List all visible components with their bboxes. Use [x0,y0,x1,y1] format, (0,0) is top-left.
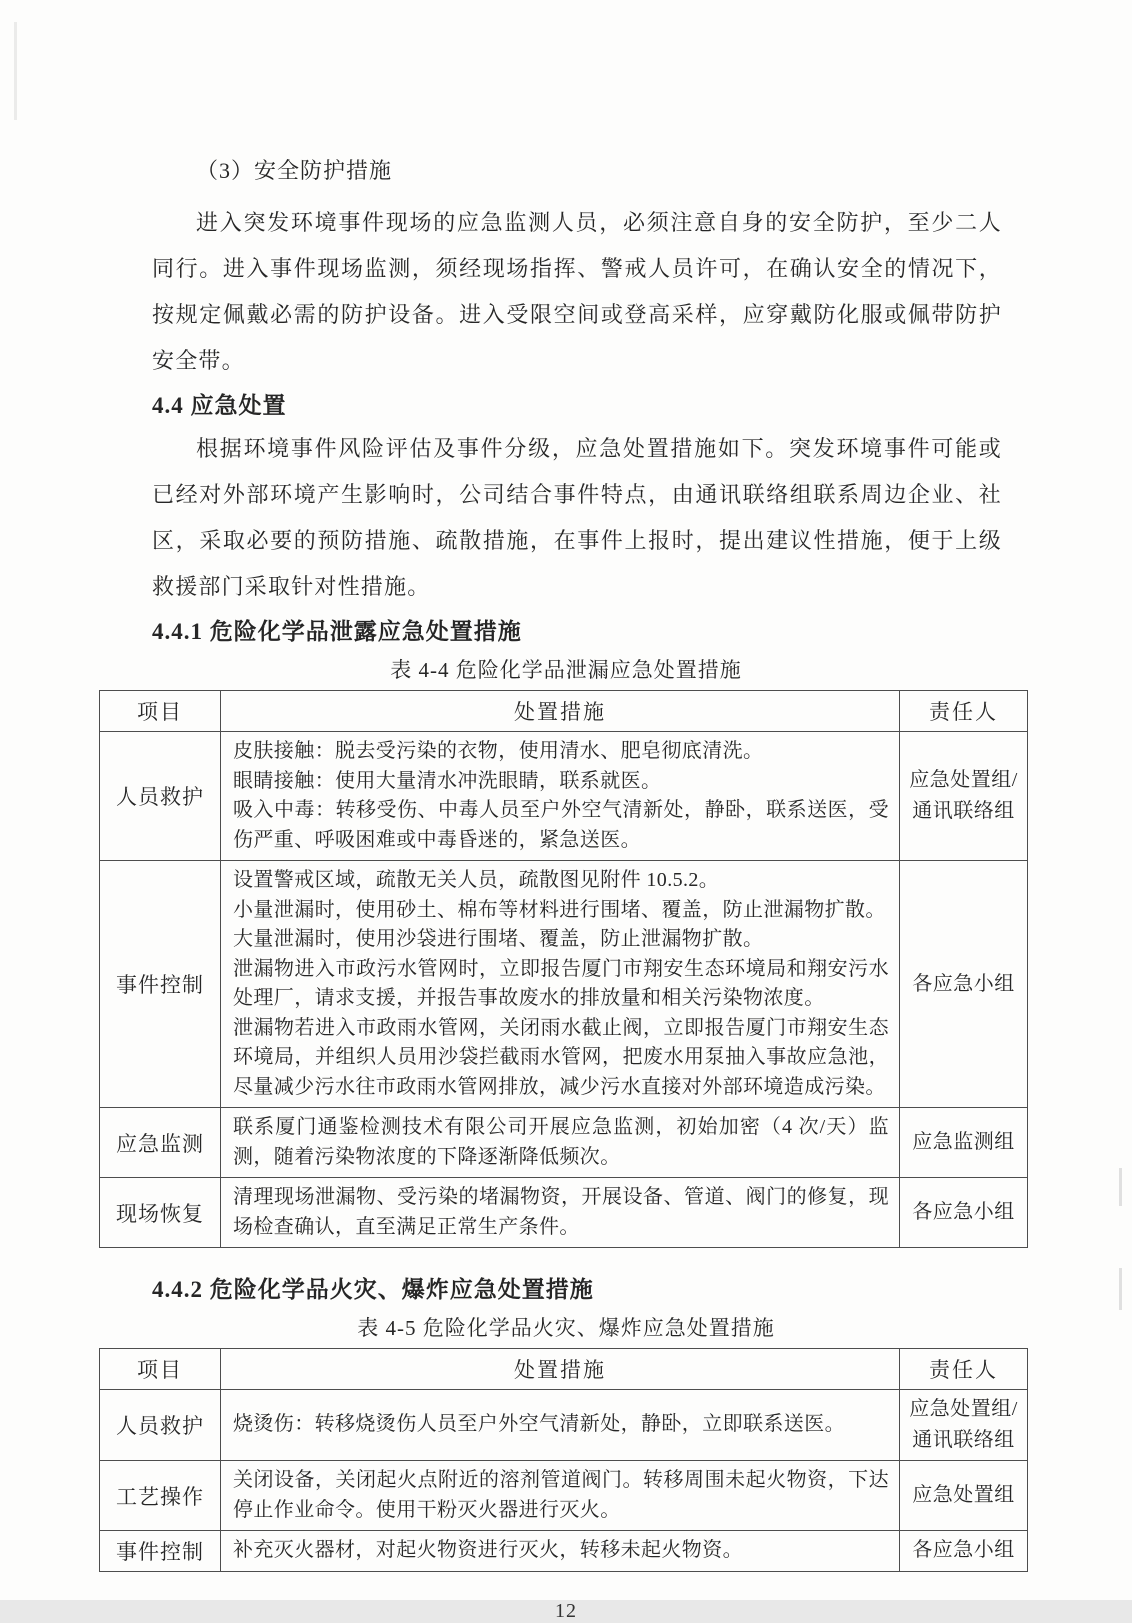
row-measures-cell [221,1108,900,1178]
measure-line: 皮肤接触：脱去受污染的衣物，使用清水、肥皂彻底清洗。 [233,740,764,762]
heading-4-4-1: 4.4.1 危险化学品泄露应急处置措施 [152,619,522,644]
measure-line: 大量泄漏时，使用沙袋进行围堵、覆盖，防止泄漏物扩散。 [233,928,764,950]
measure-line: 关闭设备，关闭起火点附近的溶剂管道阀门。转移周围未起火物资，下达停止作业命令。使用干粉灭火器进行灭火。 [233,1469,889,1521]
table-row [100,1531,1028,1572]
table-4-4-header-row [100,691,1028,732]
row-responsible-cell: 各应急小组 [900,1178,1028,1248]
col-header-responsible: 责任人 [900,1349,1028,1390]
row-item-label: 工艺操作 [100,1461,221,1531]
row-responsible-cell: 应急监测组 [900,1108,1028,1178]
paragraph-4-4: 根据环境事件风险评估及事件分级，应急处置措施如下。突发环境事件可能或已经对外部环境产生影响时，公司结合事件特点，由通讯联络组联系周边企业、社区，采取必要的预防措施、疏散措施，在事件上报时，提出建议性措施，便于上级救援部门采取针对性措施。 [152,436,1002,599]
col-header-item: 项目 [100,1349,221,1390]
table-4-5-header-row [100,1349,1028,1390]
col-header-measures: 处置措施 [221,1349,900,1390]
table-row [100,1178,1028,1248]
row-responsible-cell: 应急处置组/通讯联络组 [900,732,1028,861]
measure-line: 眼睛接触：使用大量清水冲洗眼睛，联系就医。 [233,769,662,792]
measure-line: 吸入中毒：转移受伤、中毒人员至户外空气清新处，静卧，联系送医，受伤严重、呼吸困难或中毒昏迷的，紧急送医。 [233,799,889,851]
measure-line: 泄漏物若进入市政雨水管网，关闭雨水截止阀，立即报告厦门市翔安生态环境局，并组织人员用沙袋拦截雨水管网，把废水用泵抽入事故应急池，尽量减少污水往市政雨水管网排放，减少污水直接对外部环境造成污染。 [233,1016,889,1098]
measure-line: 补充灭火器材，对起火物资进行灭火，转移未起火物资。 [233,1539,743,1561]
table-4-5 [99,1348,1028,1572]
col-header-item: 项目 [100,691,221,732]
scan-artifact [1119,1268,1122,1310]
row-item-label: 人员救护 [100,732,221,861]
row-item-label: 事件控制 [100,861,221,1108]
table-row [100,732,1028,861]
row-item-label: 应急监测 [100,1108,221,1178]
paragraph-safety-protection: 进入突发环境事件现场的应急监测人员，必须注意自身的安全防护，至少二人同行。进入事件现场监测，须经现场指挥、警戒人员许可，在确认安全的情况下，按规定佩戴必需的防护设备。进入受限空间或登高采样，应穿戴防化服或佩带防护安全带。 [152,210,1002,373]
row-measures-cell [221,1178,900,1248]
row-responsible-cell: 各应急小组 [900,1531,1028,1572]
col-header-measures: 处置措施 [221,691,900,732]
table-row [100,1108,1028,1178]
row-item-label: 现场恢复 [100,1178,221,1248]
row-item-label: 人员救护 [100,1390,221,1461]
row-measures-cell [221,1390,900,1461]
table-4-4-caption: 表 4-4 危险化学品泄漏应急处置措施 [390,658,742,682]
heading-4-4-2: 4.4.2 危险化学品火灾、爆炸应急处置措施 [152,1277,594,1302]
row-responsible-cell: 各应急小组 [900,861,1028,1108]
measure-line: 联系厦门通鉴检测技术有限公司开展应急监测，初始加密（4 次/天）监测，随着污染物浓度的下降逐渐降低频次。 [233,1116,889,1168]
row-measures-cell [221,861,900,1108]
table-row [100,1461,1028,1531]
page-number: 12 [555,1599,577,1622]
row-measures-cell [221,1461,900,1531]
body-text-column [152,1274,1002,1306]
row-item-label: 事件控制 [100,1531,221,1572]
body-text-column [152,156,1002,648]
table-row [100,1390,1028,1461]
heading-4-4: 4.4 应急处置 [152,393,287,418]
scan-artifact [1119,1168,1122,1206]
col-header-responsible: 责任人 [900,691,1028,732]
heading-safety-protection: （3）安全防护措施 [196,158,393,183]
measure-line: 设置警戒区域，疏散无关人员，疏散图见附件 10.5.2。 [233,869,720,891]
row-measures-cell [221,1531,900,1572]
table-4-5-caption: 表 4-5 危险化学品火灾、爆炸应急处置措施 [357,1316,775,1340]
row-measures-cell [221,732,900,861]
table-4-4 [99,690,1028,1248]
row-responsible-cell: 应急处置组 [900,1461,1028,1531]
measure-line: 烧烫伤：转移烧烫伤人员至户外空气清新处，静卧，立即联系送医。 [233,1413,845,1436]
row-responsible-cell: 应急处置组/通讯联络组 [900,1390,1028,1461]
measure-line: 清理现场泄漏物、受污染的堵漏物资，开展设备、管道、阀门的修复，现场检查确认，直至满足正常生产条件。 [233,1186,889,1238]
measure-line: 泄漏物进入市政污水管网时，立即报告厦门市翔安生态环境局和翔安污水处理厂，请求支援，并报告事故废水的排放量和相关污染物浓度。 [233,957,889,1009]
table-row [100,861,1028,1108]
scan-artifact [14,22,17,120]
measure-line: 小量泄漏时，使用砂土、棉布等材料进行围堵、覆盖，防止泄漏物扩散。 [233,898,886,921]
